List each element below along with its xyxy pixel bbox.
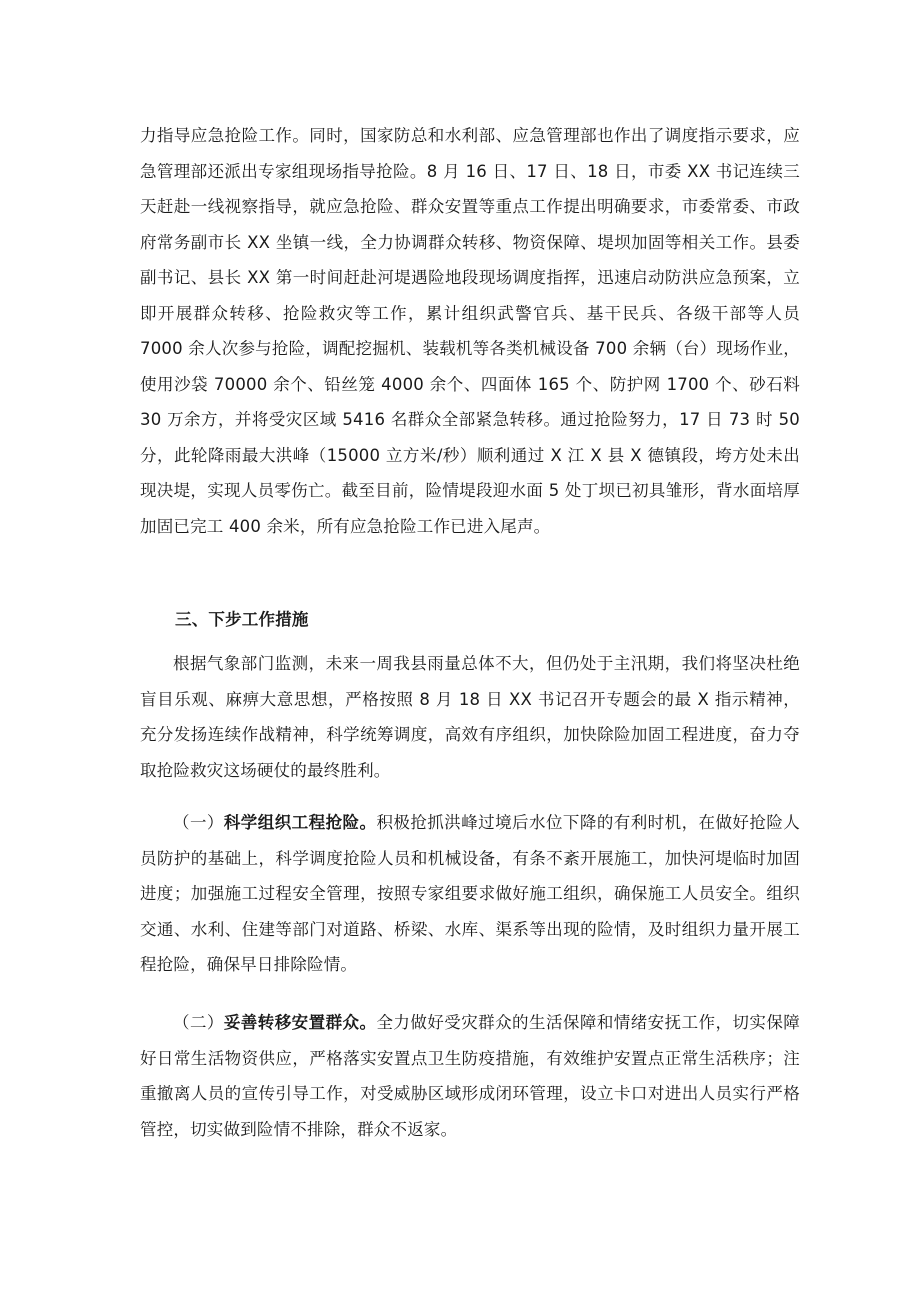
measure-item-1: [140, 805, 800, 983]
item-number: （二）: [173, 1013, 224, 1032]
continuation-paragraph: 力指导应急抢险工作。同时，国家防总和水利部、应急管理部也作出了调度指示要求，应急管理部还派出专家组现场指导抢险。8 月 16 日、17 日、18 日，市委 XX 书记连续三天赶赴一线视察指导，就应急抢险、群众安置等重点工作提出明确要求，市委常委、市政府常务副市长 XX 坐镇一线，全力协调群众转移、物资保障、堤坝加固等相关工作。县委副书记、县长 XX 第一时间赶赴河堤遇险地段现场调度指挥，迅速启动防洪应急预案，立即开展群众转移、抢险救灾等工作，累计组织武警官兵、基干民兵、各级干部等人员 7000 余人次参与抢险，调配挖掘机、装载机等各类机械设备 700 余辆（台）现场作业，使用沙袋 70000 余个、铅丝笼 4000 余个、四面体 165 个、防护网 1700 个、砂石料 30 万余方，并将受灾区域 5416 名群众全部紧急转移。通过抢险努力，17 日 73 时 50 分，此轮降雨最大洪峰（15000 立方米/秒）顺利通过 X 江 X 县 X 德镇段，垮方处未出现决堤，实现人员零伤亡。截至目前，险情堤段迎水面 5 处丁坝已初具雏形，背水面培厚加固已完工 400 余米，所有应急抢险工作已进入尾声。: [140, 126, 800, 536]
item-number: （一）: [173, 813, 224, 832]
section-heading: 三、下步工作措施: [175, 610, 309, 629]
item-lead: 妥善转移安置群众。: [223, 1013, 377, 1032]
item-body: 全力做好受灾群众的生活保障和情绪安抚工作，切实保障好日常生活物资供应，严格落实安置点卫生防疫措施，有效维护安置点正常生活秩序；注重撤离人员的宣传引导工作，对受威胁区域形成闭环管理，设立卡口对进出人员实行严格管控，切实做到险情不排除，群众不返家。: [140, 1013, 800, 1139]
intro-paragraph: 根据气象部门监测，未来一周我县雨量总体不大，但仍处于主汛期，我们将坚决杜绝盲目乐观、麻痹大意思想，严格按照 8 月 18 日 XX 书记召开专题会的最 X 指示精神，充分发扬连续作战精神，科学统筹调度，高效有序组织，加快除险加固工程进度，奋力夺取抢险救灾这场硬仗的最终胜利。: [140, 654, 800, 780]
measure-item-2: [140, 1005, 800, 1147]
item-body: 积极抢抓洪峰过境后水位下降的有利时机，在做好抢险人员防护的基础上，科学调度抢险人员和机械设备，有条不紊开展施工，加快河堤临时加固进度；加强施工过程安全管理，按照专家组要求做好施工组织，确保施工人员安全。组织交通、水利、住建等部门对道路、桥梁、水库、渠系等出现的险情，及时组织力量开展工程抢险，确保早日排除险情。: [140, 813, 800, 974]
item-lead: 科学组织工程抢险。: [223, 813, 377, 832]
